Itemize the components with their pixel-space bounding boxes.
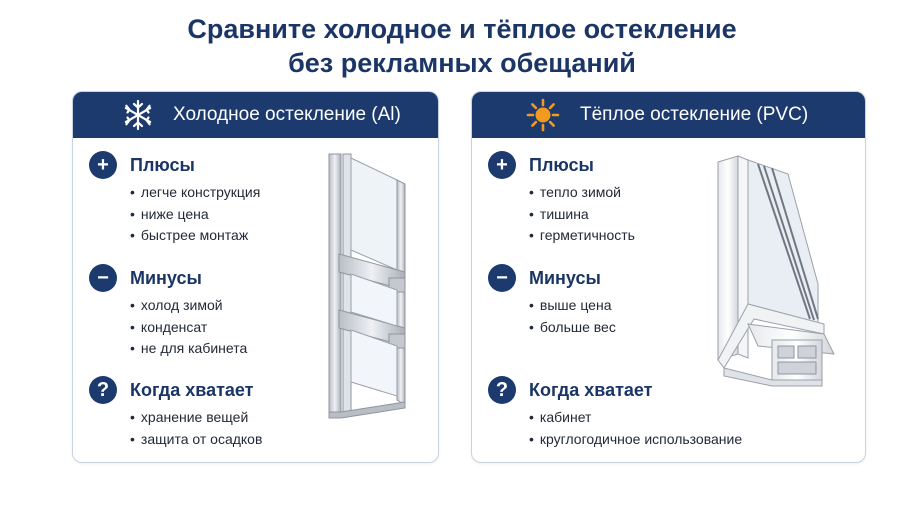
question-icon: ? — [89, 376, 117, 404]
warm-pros-section — [488, 150, 635, 247]
snowflake-icon — [121, 98, 155, 132]
list-item: • хранение вещей — [130, 407, 262, 429]
cold-cons-title: Минусы — [130, 267, 202, 288]
list-item: • герметичность — [529, 225, 635, 247]
warm-when-section — [488, 375, 742, 450]
minus-icon: − — [89, 264, 117, 292]
plus-icon: + — [89, 151, 117, 179]
list-item: • быстрее монтаж — [130, 225, 260, 247]
minus-icon: − — [488, 264, 516, 292]
question-icon: ? — [488, 376, 516, 404]
cold-cons-section — [89, 263, 247, 360]
warm-cons-title: Минусы — [529, 267, 601, 288]
list-item: • ниже цена — [130, 204, 260, 226]
plus-icon: + — [488, 151, 516, 179]
warm-cons-section — [488, 263, 616, 338]
list-item: • больше вес — [529, 317, 616, 339]
list-item: • защита от осадков — [130, 429, 262, 451]
page-title-line2: без рекламных обещаний — [288, 48, 636, 78]
page-title-line1: Сравните холодное и тёплое остекление — [187, 14, 737, 44]
cold-when-title: Когда хватает — [130, 379, 254, 400]
warm-card-header — [472, 92, 865, 138]
cold-pros-title: Плюсы — [130, 154, 195, 175]
warm-when-title: Когда хватает — [529, 379, 653, 400]
sun-icon — [526, 98, 560, 132]
list-item: • холод зимой — [130, 295, 247, 317]
list-item: • тепло зимой — [529, 182, 635, 204]
warm-pros-title: Плюсы — [529, 154, 594, 175]
cold-pros-section — [89, 150, 260, 247]
aluminum-frame-illustration — [325, 150, 421, 420]
list-item: • тишина — [529, 204, 635, 226]
list-item: • легче конструкция — [130, 182, 260, 204]
cold-card-header — [73, 92, 438, 138]
pvc-frame-illustration — [714, 154, 844, 404]
cold-card-title: Холодное остекление (Al) — [173, 104, 401, 125]
warm-card-title: Тёплое остекление (PVC) — [580, 104, 809, 125]
warm-glazing-card — [471, 91, 866, 463]
cold-when-section — [89, 375, 262, 450]
list-item: • выше цена — [529, 295, 616, 317]
list-item: • не для кабинета — [130, 338, 247, 360]
list-item: • конденсат — [130, 317, 247, 339]
list-item: • круглогодичное использование — [529, 429, 742, 451]
cold-glazing-card — [72, 91, 439, 463]
page-title — [0, 12, 924, 80]
list-item: • кабинет — [529, 407, 742, 429]
